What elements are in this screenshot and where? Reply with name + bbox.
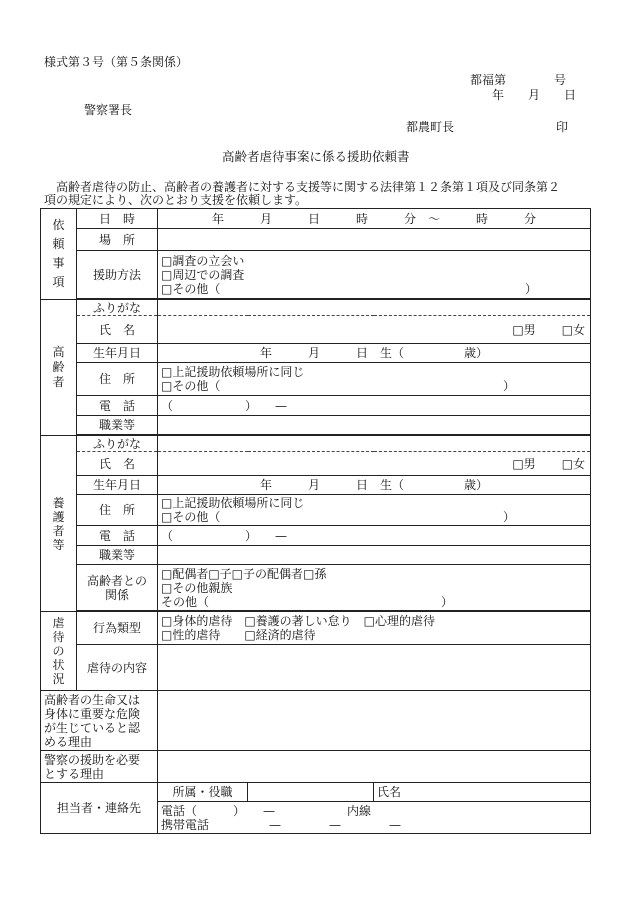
caregiver-job-field[interactable] — [158, 546, 591, 565]
caregiver-address-field[interactable] — [158, 495, 591, 526]
relation-option-other[interactable]: その他（ ） — [161, 594, 454, 609]
elder-address-label: 住 所 — [77, 363, 158, 396]
relation-field[interactable] — [158, 565, 591, 611]
place-field[interactable] — [158, 229, 591, 251]
seal-mark: 印 — [556, 120, 569, 134]
elder-furigana-field[interactable] — [158, 300, 591, 316]
sender: 都農町長 — [406, 120, 455, 134]
elder-birth-label: 生年月日 — [77, 344, 158, 363]
police-reason-field[interactable] — [158, 751, 591, 783]
caregiver-phone-field[interactable]: （ ） — — [158, 526, 591, 546]
caregiver-job-label: 職業等 — [77, 546, 158, 565]
contact-phone-field[interactable] — [158, 802, 591, 834]
elder-male-checkbox[interactable]: □男 — [512, 322, 536, 337]
page-title: 高齢者虐待事案に係る援助依頼書 — [222, 149, 410, 164]
elder-name-label: 氏 名 — [77, 316, 158, 344]
contact-dept-label: 所属・役職 — [158, 783, 248, 802]
method-label: 援助方法 — [77, 251, 158, 299]
method-option-witness[interactable]: □調査の立会い — [161, 253, 245, 268]
caregiver-category-cell: 養 護 者 等 — [41, 436, 77, 612]
datetime-label: 日 時 — [77, 209, 158, 229]
elder-name-field[interactable] — [158, 316, 591, 344]
abuse-type-label: 行為類型 — [77, 612, 158, 645]
addressee: 警察署長 — [84, 103, 133, 117]
intro-line-1: 高齢者虐待の防止、高齢者の養護者に対する支援等に関する法律第１２条第１項及び同条第２ — [44, 180, 561, 194]
danger-reason-label: 高齢者の生命又は 身体に重要な危険 が生じていると認 める理由 — [41, 691, 158, 751]
intro-text — [44, 181, 592, 207]
caregiver-male-checkbox[interactable]: □男 — [512, 456, 536, 471]
method-option-other[interactable]: □その他（ ） — [161, 281, 538, 296]
contact-dept-field[interactable] — [248, 783, 374, 802]
caregiver-phone-label: 電 話 — [77, 526, 158, 546]
caregiver-name-label: 氏 名 — [77, 452, 158, 476]
method-field[interactable] — [158, 251, 591, 299]
caregiver-female-checkbox[interactable]: □女 — [561, 456, 586, 471]
caregiver-birth-label: 生年月日 — [77, 476, 158, 495]
contact-name-label: 氏名 — [377, 785, 402, 799]
intro-line-2: 項の規定により、次のとおり支援を依頼します。 — [44, 193, 308, 207]
contact-label: 担当者・連絡先 — [41, 783, 158, 834]
place-label: 場 所 — [77, 229, 158, 251]
police-reason-label: 警察の援助を必要 とする理由 — [41, 751, 158, 783]
caregiver-address-other[interactable]: □その他（ ） — [161, 510, 516, 524]
abuse-type-line-1[interactable]: □身体的虐待 □養護の著しい怠り □心理的虐待 — [161, 614, 436, 628]
elder-phone-label: 電 話 — [77, 396, 158, 416]
abuse-content-field[interactable] — [158, 645, 591, 691]
caregiver-furigana-label: ふりがな — [77, 436, 158, 452]
elder-address-field[interactable] — [158, 363, 591, 396]
form-number: 様式第３号（第５条関係） — [44, 55, 189, 69]
caregiver-birth-field[interactable]: 年 月 日 生（ 歳） — [158, 476, 591, 495]
elder-address-other[interactable]: □その他（ ） — [161, 379, 516, 393]
relation-option-family[interactable]: □配偶者□子□子の配偶者□孫 — [161, 566, 327, 581]
caregiver-name-field[interactable] — [158, 452, 591, 476]
elder-phone-field[interactable]: （ ） — — [158, 396, 591, 416]
method-option-survey[interactable]: □周辺での調査 — [161, 267, 245, 282]
relation-option-relative[interactable]: □その他親族 — [161, 580, 233, 595]
elder-furigana-label: ふりがな — [77, 300, 158, 316]
abuse-type-field[interactable] — [158, 612, 591, 645]
request-form-table — [40, 208, 591, 834]
contact-name-field[interactable] — [374, 783, 591, 802]
abuse-content-label: 虐待の内容 — [77, 645, 158, 691]
abuse-category-cell: 虐 待 の 状 況 — [41, 612, 77, 691]
elder-category-cell: 高 齢 者 — [41, 300, 77, 436]
document-date: 年 月 日 — [492, 88, 577, 102]
caregiver-address-label: 住 所 — [77, 495, 158, 526]
elder-female-checkbox[interactable]: □女 — [561, 322, 586, 337]
contact-phone[interactable]: 電話（ ） — 内線 — [161, 803, 372, 818]
elder-job-field[interactable] — [158, 416, 591, 435]
elder-job-label: 職業等 — [77, 416, 158, 435]
request-category-cell: 依 頼 事 項 — [41, 209, 77, 300]
elder-birth-field[interactable]: 年 月 日 生（ 歳） — [158, 344, 591, 363]
caregiver-address-same[interactable]: □上記援助依頼場所に同じ — [161, 496, 305, 510]
elder-address-same[interactable]: □上記援助依頼場所に同じ — [161, 365, 305, 379]
danger-reason-field[interactable] — [158, 691, 591, 751]
datetime-field[interactable]: 年 月 日 時 分 ～ 時 分 — [158, 209, 591, 229]
abuse-type-line-2[interactable]: □性的虐待 □経済的虐待 — [161, 628, 316, 642]
document-number: 都福第 号 — [470, 73, 567, 87]
contact-mobile[interactable]: 携帯電話 — — — — [161, 817, 402, 832]
caregiver-furigana-field[interactable] — [158, 436, 591, 452]
relation-label: 高齢者との 関係 — [77, 565, 158, 611]
